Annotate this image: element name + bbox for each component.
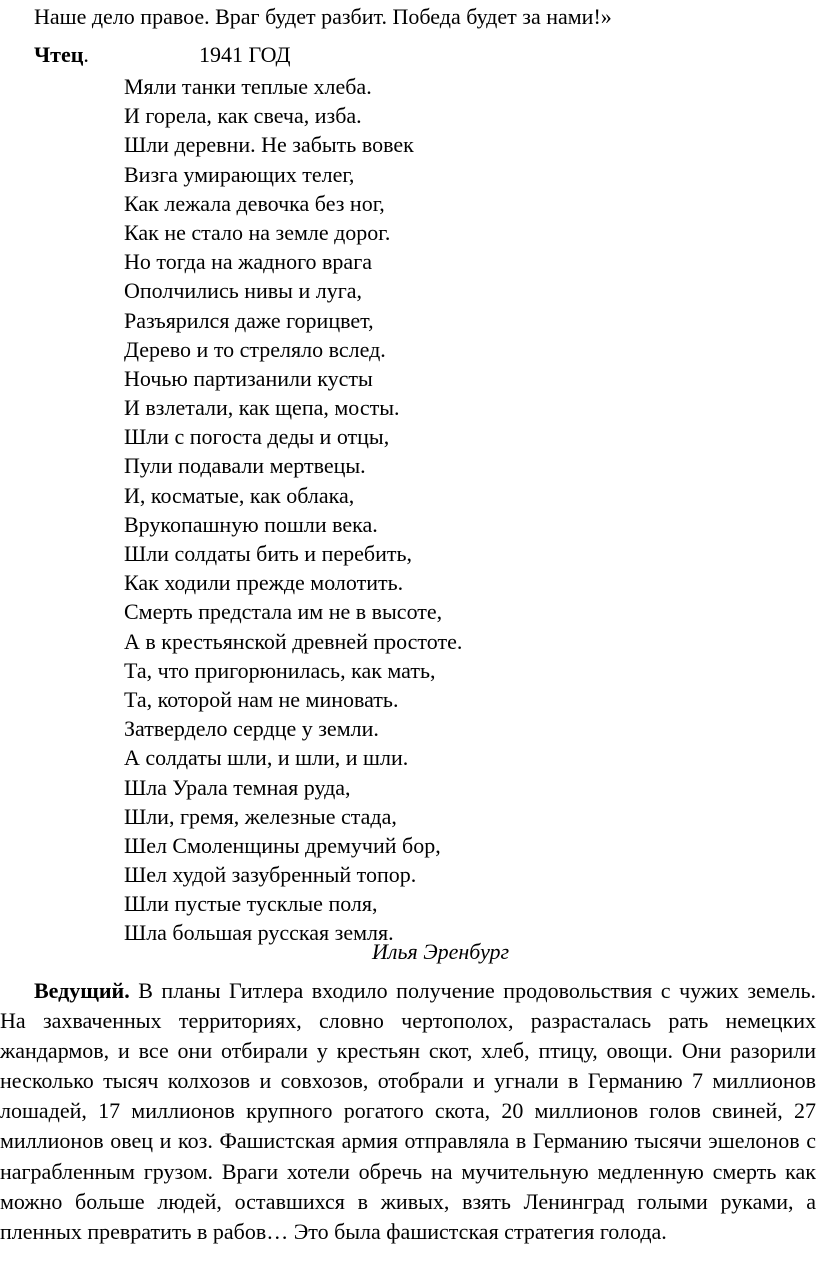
poem-line: Пули подавали мертвецы. xyxy=(124,453,366,479)
poem-line: Врукопашную пошли века. xyxy=(124,511,378,537)
poem-line: Шли деревни. Не забыть вовек xyxy=(124,132,414,158)
poem-line: Шли, гремя, железные стада, xyxy=(124,803,397,829)
poem-line: Дерево и то стреляло вслед. xyxy=(124,336,386,362)
reader-label-suffix: . xyxy=(83,42,89,67)
poem-line: Ополчились нивы и луга, xyxy=(124,278,362,304)
poem-line: Шла Урала темная руда, xyxy=(124,774,351,800)
poem-line: Та, что пригорюнилась, как мать, xyxy=(124,657,436,683)
poem-line: Визга умирающих телег, xyxy=(124,161,355,187)
poem-line: А в крестьянской древней простоте. xyxy=(124,628,463,654)
poem-line: И, косматые, как облака, xyxy=(124,482,355,508)
host-label: Ведущий. xyxy=(34,978,130,1003)
poem-line: Мяли танки теплые хлеба. xyxy=(124,74,372,99)
poem-title: 1941 ГОД xyxy=(199,42,291,67)
poem-line: Затвердело сердце у земли. xyxy=(124,716,379,742)
poem-line: И горела, как свеча, изба. xyxy=(124,103,362,129)
poem-author: Илья Эренбург xyxy=(372,939,510,964)
poem-line: И взлетали, как щепа, мосты. xyxy=(124,395,400,421)
poem-line: Ночью партизанили кусты xyxy=(124,365,373,391)
poem-line: Разъярился даже горицвет, xyxy=(124,307,374,333)
poem-line: Смерть предстала им не в высоте, xyxy=(124,599,443,625)
host-paragraph xyxy=(0,976,816,1247)
poem-line: Как лежала девочка без ног, xyxy=(124,190,385,216)
poem-line: Шла большая русская земля. xyxy=(124,920,394,946)
poem-line: Шел Смоленщины дремучий бор, xyxy=(124,832,441,858)
poem-line: Как ходили прежде молотить. xyxy=(124,570,404,596)
poem-line: Как не стало на земле дорог. xyxy=(124,219,391,245)
intro-quote-line: Наше дело правое. Враг будет разбит. Победа будет за нами!» xyxy=(34,4,612,29)
host-text: В планы Гитлера входило получение продовольствия с чужих земель. На захваченных территориях, словно чертополох, разрасталась рать немецких жандармов, и все они отбирали у крестьян скот, хлеб, птицу, овощи. Они разорили несколько тысяч колхозов и совхозов, отобрали и угнали в Германию 7 миллионов лошадей, 17 миллионов крупного рогатого скота, 20 миллионов голов свиней, 27 миллионов овец и коз. Фашистская армия отправляла в Германию тысячи эшелонов с награбленным грузом. Враги хотели обречь на мучительную медленную смерть как можно больше людей, оставшихся в живых, взять Ленинград голыми руками, а пленных превратить в рабов… Это была фашистская стратегия голода. xyxy=(0,978,816,1244)
poem-line: Шли с погоста деды и отцы, xyxy=(124,424,390,450)
reader-speaker xyxy=(34,41,89,69)
poem-line: А солдаты шли, и шли, и шли. xyxy=(124,745,409,771)
poem-body xyxy=(124,72,462,948)
poem-line: Шел худой зазубренный топор. xyxy=(124,862,417,888)
poem-line: Но тогда на жадного врага xyxy=(124,249,372,275)
poem-line: Та, которой нам не миновать. xyxy=(124,686,399,712)
poem-line: Шли солдаты бить и перебить, xyxy=(124,541,412,566)
poem-line: Шли пустые тусклые поля, xyxy=(124,891,378,917)
reader-label: Чтец xyxy=(34,42,84,67)
